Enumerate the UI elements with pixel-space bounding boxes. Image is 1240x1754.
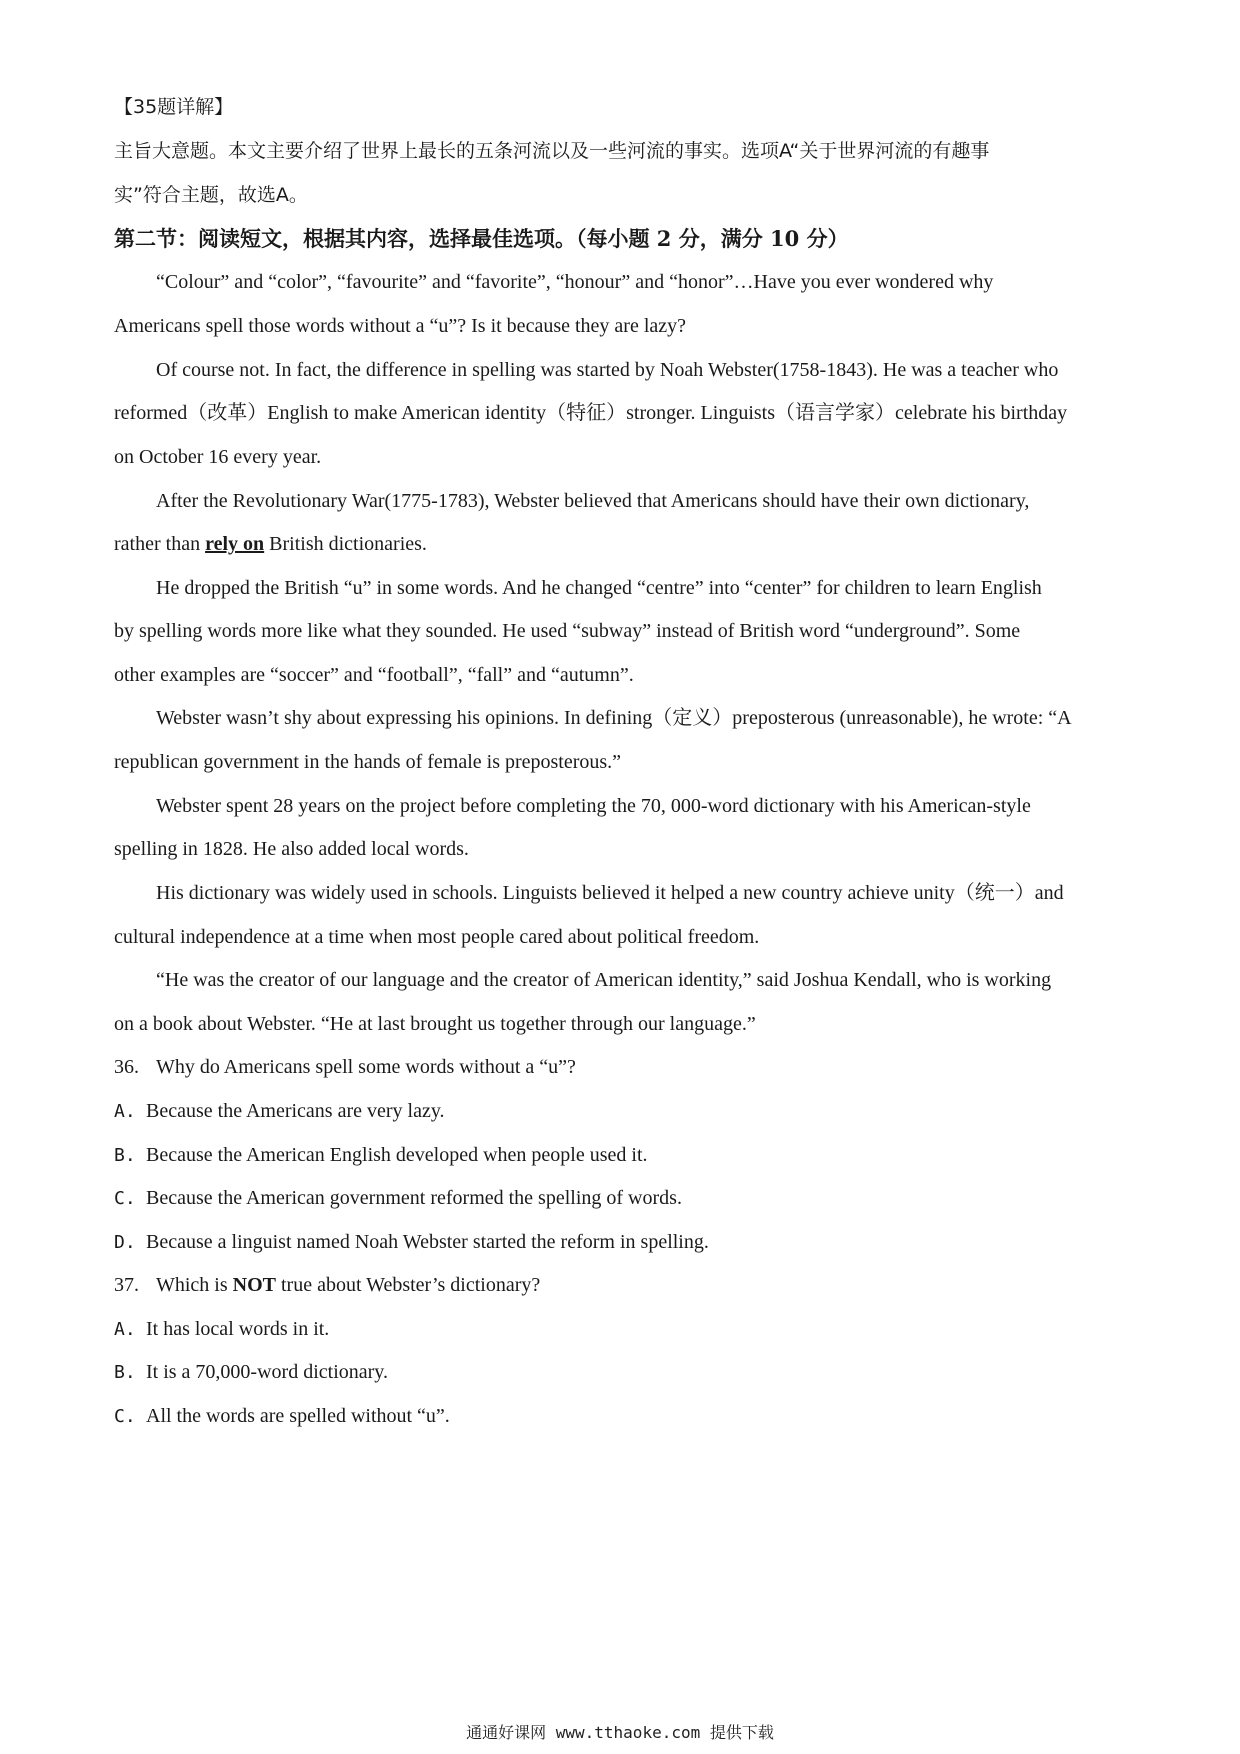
passage-p4-line-3: other examples are “soccer” and “football”, “fall” and “autumn”. xyxy=(114,664,634,686)
option-letter: C. xyxy=(114,1406,136,1427)
question-36-option-c xyxy=(114,1185,1134,1212)
option-letter: D. xyxy=(114,1232,136,1253)
passage-p1-line-2: Americans spell those words without a “u”? Is it because they are lazy? xyxy=(114,315,687,337)
section-heading: 第二节：阅读短文，根据其内容，选择最佳选项。（每小题 2 分，满分 10 分） xyxy=(114,226,849,251)
passage-p2-line-2: reformed（改革）English to make American identity（特征）stronger. Linguists（语言学家）celebrate his birthday xyxy=(114,402,1068,424)
question-37-option-a xyxy=(114,1316,1134,1343)
option-text: All the words are spelled without “u”. xyxy=(146,1405,450,1427)
option-letter: A. xyxy=(114,1101,136,1122)
explanation-line-2: 实”符合主题，故选A。 xyxy=(114,184,308,206)
option-letter: A. xyxy=(114,1319,136,1340)
question-text-after: true about Webster’s dictionary? xyxy=(276,1274,541,1296)
question-text: Why do Americans spell some words without a “u”? xyxy=(156,1056,576,1078)
page-footer: 通通好课网 www.tthaoke.com 提供下载 xyxy=(466,1723,774,1742)
option-text: Because the Americans are very lazy. xyxy=(146,1100,445,1122)
option-text: Because the American government reformed the spelling of words. xyxy=(146,1187,682,1209)
passage-p8-line-2: on a book about Webster. “He at last brought us together through our language.” xyxy=(114,1013,756,1035)
passage-p2-line-3: on October 16 every year. xyxy=(114,446,322,468)
passage-p3-text-after: British dictionaries. xyxy=(264,533,427,555)
option-text: It has local words in it. xyxy=(146,1318,330,1340)
passage-p5-line-1: Webster wasn’t shy about expressing his opinions. In defining（定义）preposterous (unreasonable), he wrote: “A xyxy=(156,707,1072,729)
passage-p6-line-1: Webster spent 28 years on the project before completing the 70, 000-word dictionary with his American-style xyxy=(156,795,1031,817)
passage-p4-line-1: He dropped the British “u” in some words. And he changed “centre” into “center” for children to learn English xyxy=(156,577,1042,599)
option-letter: C. xyxy=(114,1188,136,1209)
underlined-phrase: rely on xyxy=(205,533,265,555)
option-text: Because the American English developed when people used it. xyxy=(146,1144,648,1166)
passage-p3-text-before: rather than xyxy=(114,533,206,555)
question-37-option-c xyxy=(114,1403,1134,1430)
question-36-option-a xyxy=(114,1098,1134,1125)
passage-p6-line-2: spelling in 1828. He also added local words. xyxy=(114,838,469,860)
explanation-title: 【35题详解】 xyxy=(114,96,234,118)
question-36-option-b xyxy=(114,1142,1134,1169)
option-letter: B. xyxy=(114,1145,136,1166)
question-text-bold: NOT xyxy=(232,1274,276,1296)
question-text-before: Which is xyxy=(156,1274,233,1296)
passage-p2-line-1: Of course not. In fact, the difference in spelling was started by Noah Webster(1758-1843). He was a teacher who xyxy=(156,359,1059,381)
question-36 xyxy=(114,1054,1134,1080)
passage-p5-line-2: republican government in the hands of female is preposterous.” xyxy=(114,751,622,773)
question-37 xyxy=(114,1272,1134,1298)
passage-p7-line-1: His dictionary was widely used in schools. Linguists believed it helped a new country achieve unity（统一）and xyxy=(156,882,1064,904)
question-36-option-d xyxy=(114,1229,1134,1256)
question-37-option-b xyxy=(114,1359,1134,1386)
question-number: 36. xyxy=(114,1056,139,1078)
passage-p4-line-2: by spelling words more like what they sounded. He used “subway” instead of British word “underground”. Some xyxy=(114,620,1021,642)
option-letter: B. xyxy=(114,1362,136,1383)
passage-p3-line-2 xyxy=(114,531,1134,557)
option-text: It is a 70,000-word dictionary. xyxy=(146,1361,388,1383)
passage-p7-line-2: cultural independence at a time when most people cared about political freedom. xyxy=(114,926,760,948)
passage-p8-line-1: “He was the creator of our language and the creator of American identity,” said Joshua Kendall, who is working xyxy=(156,969,1052,991)
question-number: 37. xyxy=(114,1274,139,1296)
explanation-line-1: 主旨大意题。本文主要介绍了世界上最长的五条河流以及一些河流的事实。选项A“关于世界河流的有趣事 xyxy=(114,140,990,162)
passage-p1-line-1: “Colour” and “color”, “favourite” and “favorite”, “honour” and “honor”…Have you ever wondered why xyxy=(156,271,994,293)
option-text: Because a linguist named Noah Webster started the reform in spelling. xyxy=(146,1231,709,1253)
passage-p3-line-1: After the Revolutionary War(1775-1783), Webster believed that Americans should have their own dictionary, xyxy=(156,490,1030,512)
